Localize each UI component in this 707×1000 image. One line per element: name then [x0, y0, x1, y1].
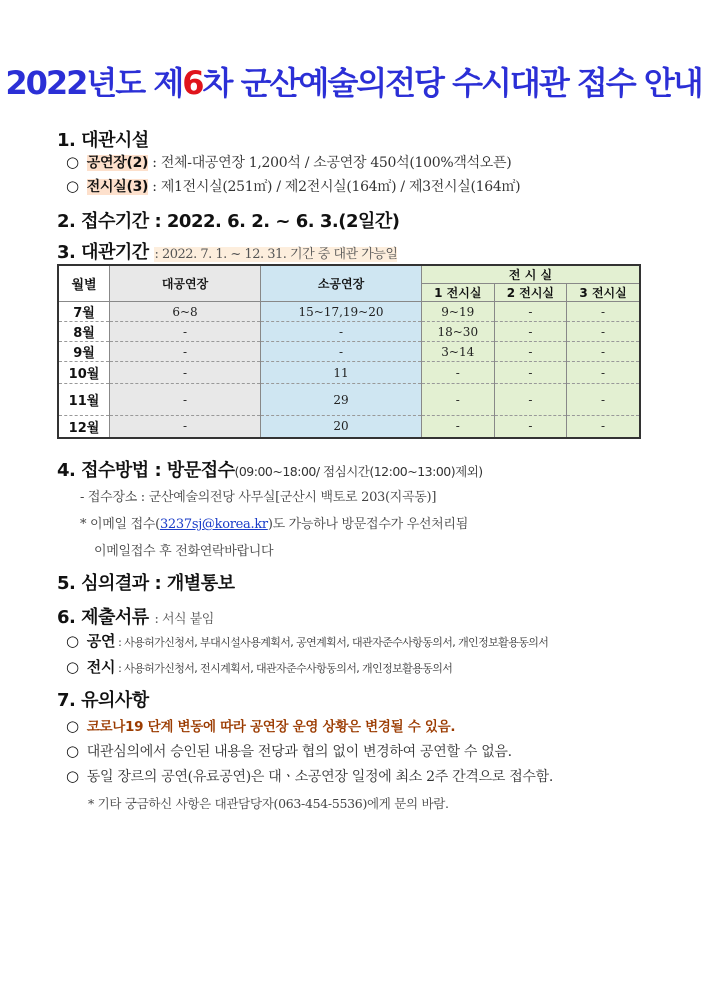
notice-item [66, 766, 553, 786]
table-row [58, 384, 640, 416]
facility-label: 공연장(2) [86, 155, 149, 171]
cell-month: 11월 [58, 384, 110, 416]
reception-place: - 접수장소 : 군산예술의전당 사무실[군산시 백토로 203(지곡동)] [80, 490, 437, 505]
cell-exhibition-3: - [567, 342, 640, 362]
section-1-heading: 1. 대관시설 [57, 130, 149, 151]
table-row [58, 362, 640, 384]
table-row [58, 302, 640, 322]
doc-text: : 사용허가신청서, 부대시설사용계획서, 공연계획서, 대관자준수사항동의서, 개인정보활용동의서 [115, 636, 549, 649]
email-notice [80, 513, 468, 532]
cell-big-hall: 6~8 [110, 302, 261, 322]
cell-exhibition-1: 9~19 [422, 302, 495, 322]
table-row [58, 342, 640, 362]
email-post: )도 가능하나 방문접수가 우선처리됨 [267, 517, 468, 532]
section-6-heading [57, 603, 214, 629]
doc-label: 전시 [86, 658, 116, 676]
circle-bullet-icon: ○ [66, 177, 79, 195]
notice-item [66, 741, 512, 761]
cell-exhibition-3: - [567, 416, 640, 438]
facility-label: 전시실(3) [86, 179, 149, 195]
doc-text: : 사용허가신청서, 전시계획서, 대관자준수사항동의서, 개인정보활용동의서 [115, 662, 453, 675]
cell-exhibition-2: - [494, 342, 567, 362]
cell-big-hall: - [110, 384, 261, 416]
cell-small-hall: - [261, 322, 422, 342]
email-pre: * 이메일 접수( [80, 517, 160, 532]
email-note: 이메일접수 후 전화연락바랍니다 [94, 544, 274, 559]
cell-month: 8월 [58, 322, 110, 342]
cell-big-hall: - [110, 322, 261, 342]
table-row [58, 416, 640, 438]
cell-month: 7월 [58, 302, 110, 322]
cell-exhibition-1: - [422, 362, 495, 384]
facility-text: : 제1전시실(251㎡) / 제2전시실(164㎡) / 제3전시실(164㎡) [148, 179, 521, 195]
section-3-title: 3. 대관기간 [57, 242, 149, 263]
header-exhibition-3: 3 전시실 [567, 284, 640, 302]
cell-exhibition-1: - [422, 384, 495, 416]
notice-text: 대관심의에서 승인된 내용을 전당과 협의 없이 변경하여 공연할 수 없음. [86, 744, 512, 760]
doc-item-exhibition [66, 656, 452, 677]
facility-item-performance [66, 152, 511, 172]
cell-exhibition-2: - [494, 322, 567, 342]
page-title [0, 58, 707, 104]
circle-bullet-icon: ○ [66, 632, 79, 650]
cell-small-hall: - [261, 342, 422, 362]
section-2-heading: 2. 접수기간 : 2022. 6. 2. ~ 6. 3.(2일간) [57, 211, 400, 232]
header-month: 월별 [58, 265, 110, 302]
reception-hours: (09:00~18:00/ 점심시간(12:00~13:00)제외) [234, 464, 483, 479]
cell-exhibition-2: - [494, 384, 567, 416]
cell-exhibition-2: - [494, 416, 567, 438]
cell-exhibition-2: - [494, 302, 567, 322]
header-exhibition-2: 2 전시실 [494, 284, 567, 302]
notice-text: 동일 장르의 공연(유료공연)은 대ㆍ소공연장 일정에 최소 2주 간격으로 접수함. [86, 769, 554, 785]
cell-small-hall: 20 [261, 416, 422, 438]
circle-bullet-icon: ○ [66, 717, 79, 735]
cell-exhibition-3: - [567, 384, 640, 416]
notice-item [66, 715, 455, 735]
cell-exhibition-1: 18~30 [422, 322, 495, 342]
title-post: 차 군산예술의전당 수시대관 접수 안내 [202, 64, 702, 102]
contact-note: * 기타 궁금하신 사항은 대관담당자(063-454-5536)에게 문의 바람. [88, 796, 449, 811]
cell-exhibition-3: - [567, 302, 640, 322]
section-5-heading: 5. 심의결과 : 개별통보 [57, 573, 235, 594]
table-row [58, 322, 640, 342]
cell-exhibition-3: - [567, 362, 640, 384]
cell-month: 9월 [58, 342, 110, 362]
cell-big-hall: - [110, 416, 261, 438]
header-small-hall: 소공연장 [261, 265, 422, 302]
cell-small-hall: 29 [261, 384, 422, 416]
section-3-heading: 3. 대관기간 : 2022. 7. 1. ~ 12. 31. 기간 중 대관 가능일 [57, 242, 398, 263]
cell-big-hall: - [110, 342, 261, 362]
cell-month: 12월 [58, 416, 110, 438]
cell-exhibition-3: - [567, 322, 640, 342]
doc-item-performance [66, 630, 548, 651]
header-exhibition: 전 시 실 [422, 265, 641, 284]
circle-bullet-icon: ○ [66, 153, 79, 171]
circle-bullet-icon: ○ [66, 658, 79, 676]
cell-small-hall: 15~17,19~20 [261, 302, 422, 322]
cell-small-hall: 11 [261, 362, 422, 384]
circle-bullet-icon: ○ [66, 767, 79, 785]
facility-item-exhibition [66, 176, 520, 196]
circle-bullet-icon: ○ [66, 742, 79, 760]
facility-text: : 전체-대공연장 1,200석 / 소공연장 450석(100%객석오픈) [148, 155, 512, 171]
header-exhibition-1: 1 전시실 [422, 284, 495, 302]
section-4-title: 4. 접수방법 : 방문접수 [57, 460, 235, 481]
section-6-title: 6. 제출서류 [57, 607, 149, 628]
cell-month: 10월 [58, 362, 110, 384]
cell-exhibition-1: - [422, 416, 495, 438]
form-attached: : 서식 붙임 [154, 612, 214, 627]
notice-text-covid: 코로나19 단계 변동에 따라 공연장 운영 상황은 변경될 수 있음. [86, 719, 456, 735]
title-number: 6 [182, 64, 203, 102]
header-big-hall: 대공연장 [110, 265, 261, 302]
cell-big-hall: - [110, 362, 261, 384]
cell-exhibition-2: - [494, 362, 567, 384]
rental-period: 2022. 7. 1. ~ 12. 31. 기간 중 대관 가능일 [161, 247, 398, 262]
section-4-heading [57, 456, 483, 482]
schedule-table [57, 264, 641, 439]
email-link[interactable]: 3237sj@korea.kr [159, 517, 268, 532]
section-7-heading: 7. 유의사항 [57, 690, 149, 711]
doc-label: 공연 [86, 632, 116, 650]
title-pre: 2022년도 제 [5, 64, 183, 102]
cell-exhibition-1: 3~14 [422, 342, 495, 362]
